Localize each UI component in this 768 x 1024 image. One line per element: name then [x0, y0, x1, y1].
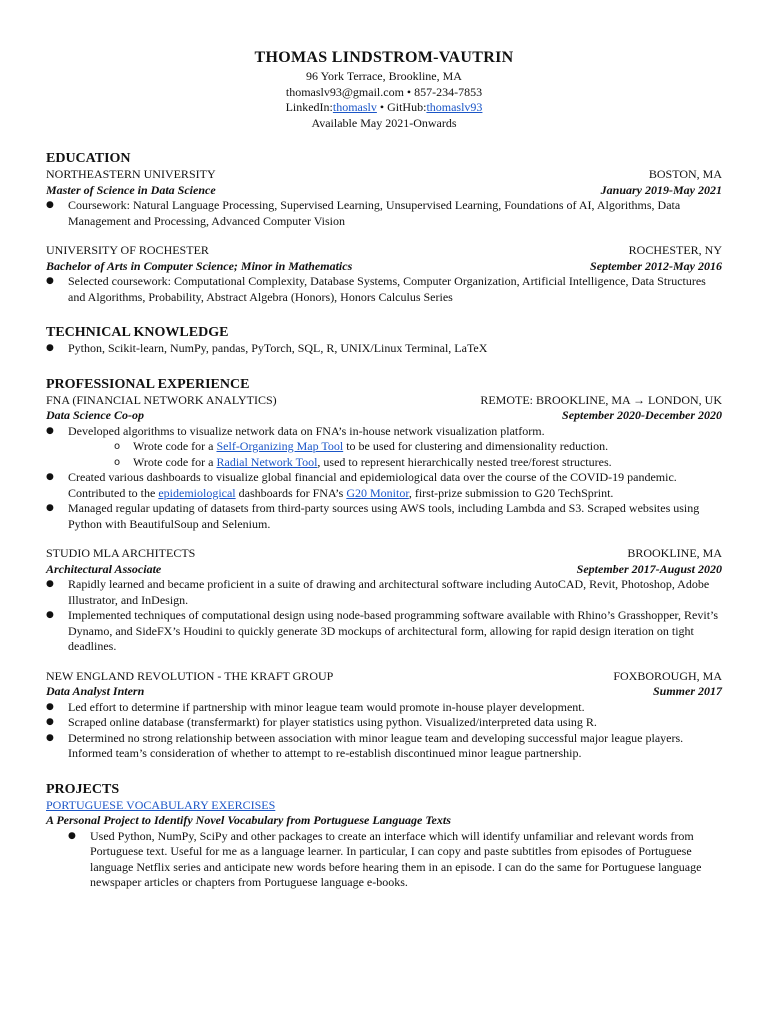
entry-header — [46, 243, 722, 259]
degree-title: Bachelor of Arts in Computer Science; Minor in Mathematics — [46, 258, 353, 273]
text-segment: to be used for clustering and dimensionality reduction. — [343, 439, 609, 453]
linkedin-label: LinkedIn: — [285, 100, 333, 114]
spacer — [46, 229, 722, 243]
org-name: NORTHEASTERN UNIVERSITY — [46, 167, 216, 181]
bullet-item: ● Led effort to determine if partnership with minor league team would promote in-house player development. — [46, 700, 722, 716]
entry-subheader — [46, 684, 722, 700]
org-name: STUDIO MLA ARCHITECTS — [46, 546, 196, 560]
bullet-list — [46, 198, 722, 229]
separator: • — [376, 100, 388, 114]
github-link[interactable]: thomaslv93 — [426, 100, 483, 114]
org-name: FNA (FINANCIAL NETWORK ANALYTICS) — [46, 392, 277, 407]
org-location: ROCHESTER, NY — [628, 243, 722, 257]
g20-monitor-link[interactable]: G20 Monitor — [346, 485, 409, 500]
bullet-item — [46, 470, 722, 501]
text-segment: , used to represent hierarchically nested tree/forest structures. — [317, 454, 612, 469]
date-range: September 2017-August 2020 — [576, 561, 722, 576]
bullet-list — [46, 829, 722, 891]
project-link[interactable]: PORTUGUESE VOCABULARY EXERCISES — [46, 797, 276, 812]
text-segment: Wrote code for a — [133, 454, 217, 469]
technical-heading: TECHNICAL KNOWLEDGE — [46, 325, 229, 340]
date-range: Summer 2017 — [652, 684, 722, 698]
projects-heading: PROJECTS — [46, 781, 120, 797]
org-location: BROOKLINE, MA — [627, 546, 722, 560]
org-location: BOSTON, MA — [648, 167, 722, 181]
bullet-item: ● Developed algorithms to visualize network data on FNA’s in-house network visualization platform. — [46, 424, 722, 440]
bullet-item: ● Coursework: Natural Language Processing, Supervised Learning, Unsupervised Learning, Foundations of AI, Algorithms, Data Management and Processing, Advanced Computer Vision — [46, 198, 722, 229]
entry-header — [46, 669, 722, 685]
org-location: REMOTE: BROOKLINE, MA → LONDON, UK — [480, 392, 722, 407]
project-subtitle: A Personal Project to Identify Novel Vocabulary from Portuguese Language Texts — [46, 813, 451, 827]
org-name: NEW ENGLAND REVOLUTION - THE KRAFT GROUP — [46, 668, 334, 683]
org-name: UNIVERSITY OF ROCHESTER — [46, 243, 209, 257]
resume-header — [46, 48, 722, 131]
date-range: September 2012-May 2016 — [590, 258, 722, 273]
som-tool-link[interactable]: Self-Organizing Map Tool — [216, 439, 344, 453]
text-segment: Wrote code for a — [133, 439, 217, 453]
org-location: FOXBOROUGH, MA — [613, 668, 722, 683]
experience-heading: PROFESSIONAL EXPERIENCE — [46, 376, 250, 392]
bullet-list — [46, 700, 722, 762]
contact-line — [46, 85, 722, 101]
bullet-list — [46, 424, 722, 533]
spacer — [46, 655, 722, 669]
degree-title: Master of Science in Data Science — [46, 182, 216, 197]
education-entry — [46, 167, 722, 229]
spacer — [46, 532, 722, 546]
github-label: GitHub: — [387, 100, 427, 114]
bullet-list — [46, 274, 722, 305]
bullet-item: ● Used Python, NumPy, SciPy and other packages to create an interface which will identify unfamiliar and relevant words from Portuguese text. Useful for me as a language learner. In particular, I can copy and paste subtitles from episodes of Portuguese language Netflix series and anticipate new words before hearing them in an episode. I can do the same for Portuguese language newspaper articles or chapters from Portuguese language e-books. — [46, 829, 722, 891]
email-text: thomaslv93@gmail.com — [285, 84, 404, 99]
bullet-list — [46, 341, 722, 357]
availability-line: Available May 2021-Onwards — [311, 115, 457, 130]
entry-subheader — [46, 408, 722, 424]
bullet-item: ● Scraped online database (transfermarkt) for player statistics using python. Visualized/interpreted data using R. — [46, 715, 722, 731]
date-range: January 2019-May 2021 — [600, 182, 722, 197]
address-line: 96 York Terrace, Brookline, MA — [306, 69, 462, 83]
bullet-item: ● Managed regular updating of datasets from third-party sources using AWS tools, including Lambda and S3. Scraped websites using Python with BeautifulSoup and Selenium. — [46, 501, 722, 532]
profiles-line — [46, 100, 722, 116]
entry-subheader — [46, 562, 722, 578]
role-title: Architectural Associate — [46, 561, 162, 576]
entry-header — [46, 167, 722, 183]
sub-bullet-item — [46, 455, 722, 471]
bullet-item: ● Rapidly learned and became proficient in a suite of drawing and architectural software including AutoCAD, Revit, Photoshop, Adobe Illustrator, and InDesign. — [46, 577, 722, 608]
experience-entry-fna — [46, 393, 722, 533]
bullet-item: ● Python, Scikit-learn, NumPy, pandas, PyTorch, SQL, R, UNIX/Linux Terminal, LaTeX — [46, 341, 722, 357]
entry-header — [46, 546, 722, 562]
radial-tool-link[interactable]: Radial Network Tool — [216, 454, 318, 469]
sub-bullet-item — [46, 439, 722, 455]
role-title: Data Analyst Intern — [46, 684, 145, 698]
experience-entry-studio — [46, 546, 722, 655]
phone-text: 857-234-7853 — [414, 84, 483, 99]
date-range: September 2020-December 2020 — [562, 408, 722, 422]
entry-header — [46, 393, 722, 409]
bullet-list — [46, 577, 722, 655]
entry-subheader — [46, 183, 722, 199]
candidate-name: THOMAS LINDSTROM-VAUTRIN — [254, 49, 514, 66]
linkedin-link[interactable]: thomaslv — [332, 100, 377, 114]
bullet-item: ● Implemented techniques of computational design using node-based programming software available with Rhino’s Grasshopper, Revit’s Dynamo, and SideFX’s Houdini to quickly generate 3D mockups of architectural form, allowing for rapid design iteration on tight deadlines. — [46, 608, 722, 655]
text-segment: dashboards for FNA’s — [235, 485, 347, 500]
bullet-item: ● Determined no strong relationship between association with minor league team and developing successful major league players. Informed team’s consideration of whether to attempt to re-establish discontinued minor league partnership. — [46, 731, 722, 762]
education-entry — [46, 243, 722, 305]
education-heading: EDUCATION — [46, 151, 131, 166]
separator: • — [403, 84, 415, 99]
entry-subheader — [46, 259, 722, 275]
bullet-item: ● Selected coursework: Computational Complexity, Database Systems, Computer Organization, Artificial Intelligence, Data Structures and Algorithms, Probability, Abstract Algebra (Honors), Honors Calculus Series — [46, 274, 722, 305]
epidemiological-link[interactable]: epidemiological — [158, 485, 236, 500]
role-title: Data Science Co-op — [46, 408, 144, 422]
text-segment: , first-prize submission to G20 TechSprint. — [408, 485, 614, 500]
text-segment: Created various dashboards to visualize global financial and epidemiological data over the course of the COVID-19 pandemic. Contributed to the — [68, 470, 677, 500]
experience-entry-revolution — [46, 669, 722, 762]
